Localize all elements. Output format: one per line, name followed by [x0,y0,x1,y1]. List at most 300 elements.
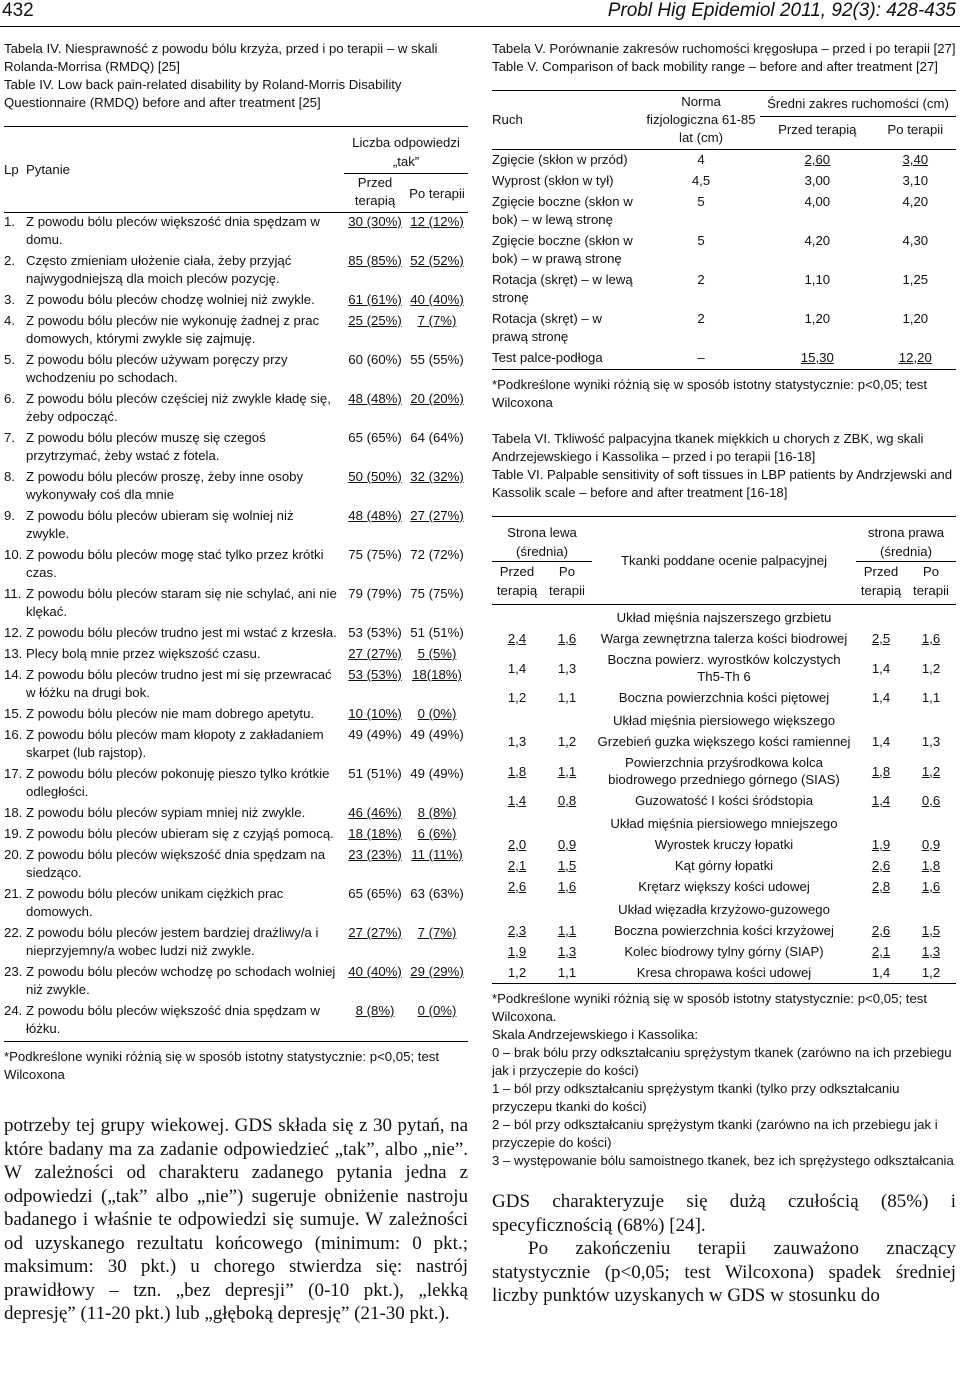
table4-after-value: 40 (40%) [410,292,464,307]
table6-left-before [492,687,542,708]
table-row [492,876,956,897]
table6-right-after [906,752,956,790]
table4-before [344,765,406,804]
table4-question: Z powodu bólu pleców częściej niż zwykle kładę się, żeby odpocząć. [25,391,331,424]
table4 [4,126,468,1042]
table4-after-value: 63 (63%) [410,886,464,901]
table6-left-before-value: 1,4 [507,660,527,676]
table4-after-value: 49 (49%) [410,766,464,781]
table5-after-value: 1,20 [902,311,929,326]
table6-left-before-value: 1,2 [507,965,527,980]
table4-before [344,390,406,429]
table4-lp: 8. [4,469,15,484]
right-column [492,40,956,1308]
table4-lp: 5. [4,352,15,367]
table4-lp: 4. [4,313,15,328]
table4-before-value: 23 (23%) [348,847,402,862]
table6-left-after-value: 1,1 [557,965,577,980]
table5-head-group: Średni zakres ruchomości (cm) [760,91,956,117]
table4-before-value: 25 (25%) [348,313,402,328]
table-row [4,666,468,705]
table4-lp: 6. [4,391,15,406]
table6-left-after-value: 0,9 [557,837,577,852]
table4-head-before: Przed terapią [344,174,406,213]
table4-before-value: 48 (48%) [348,508,402,523]
table4-before [344,252,406,291]
table5-after-value: 3,10 [902,173,929,188]
table6-tissue: Wyrostek kruczy łopatki [654,837,794,852]
table6-head-right: strona prawa (średnia) [856,517,956,562]
table-row [4,624,468,645]
table6-right-before-value: 1,4 [871,690,891,705]
table6-left-before [492,962,542,984]
table5-norma: 2 [697,272,705,287]
table6-right-before [856,941,906,962]
table-row [492,752,956,790]
table6-scale-item: 3 – występowanie bólu samoistnego tkanek, bez ich sprężystego odkształcania [492,1153,954,1168]
table6-tissue: Grzebień guzka większego kości ramiennej [597,734,851,749]
table6-scale-item: 1 – ból przy odkształcaniu sprężystym tkanki (tylko przy odkształcaniu przyczepu tkanki do kości) [492,1081,900,1114]
table6-right-after-value: 1,8 [921,858,941,873]
table4-before-value: 50 (50%) [348,469,402,484]
table6-left-before-value: 1,2 [507,690,527,705]
table4-after [406,252,468,291]
table6-right-after-value: 1,1 [921,690,941,705]
table4-before [344,705,406,726]
table6-right-after [906,920,956,941]
table5-norma: 4,5 [691,173,711,188]
left-column [4,40,468,1326]
table6 [492,516,956,984]
table6-left-before-value: 1,9 [507,944,527,959]
table4-head [4,127,468,213]
table5-before-value: 15,30 [800,350,834,365]
table4-before [344,291,406,312]
table4-question: Z powodu bólu pleców większość dnia spędzam na siedząco. [25,847,326,880]
table6-left-before [492,855,542,876]
table6-right-after [906,790,956,811]
table-row [4,705,468,726]
table4-before [344,213,406,253]
table6-head [492,517,956,605]
table6-right-before [856,920,906,941]
table4-before-value: 49 (49%) [348,727,402,742]
table5-head-after: Po terapii [875,117,956,150]
table4-lp: 18. [4,805,23,820]
table6-section [492,811,956,834]
table4-after [406,804,468,825]
table4-before [344,846,406,885]
table4-question: Z powodu bólu pleców pokonuję pieszo tylko krótkie odległości. [25,766,330,799]
table6-right-after-value: 1,3 [921,944,941,959]
table6-left-after [542,876,592,897]
table6-left-before [492,941,542,962]
body-text-left: potrzeby tej grupy wiekowej. GDS składa się z 30 pytań, na które badany ma za zadanie odpowiedzieć „tak”, albo „nie”. W zależności od charakteru zadanego pytania jedna z odpowiedzi („tak” albo „nie”) sugeruje obniżenie nastroju badanego i właśnie te odpowiedzi się sumuje. W zależności od uzyskanego rezultatu końcowego (minimum: 0 pkt.; maksimum: 30 pkt.) u chorego stwierdza się: nastrój prawidłowy – tzn. „bez depresji” (0-10 pkt.), „lekką depresję” (11-20 pkt.) lub „głęboką depresję” (21-30 pkt.). [4,1115,468,1324]
table4-after [406,825,468,846]
table6-right-before [856,687,906,708]
table4-lp: 22. [4,925,23,940]
table5-before-value: 4,20 [804,233,831,248]
table4-lp: 20. [4,847,23,862]
table4-lp: 10. [4,547,23,562]
table-row [492,231,956,270]
table-row [4,213,468,253]
table4-question: Z powodu bólu pleców staram się nie schylać, ani nie klękać. [25,586,337,619]
table5-norma: 4 [697,152,705,167]
table4-caption-en: Table IV. Low back pain-related disability by Roland-Morris Disability Questionnaire (RMDQ) before and after treatment [25] [4,77,402,110]
table5-ruch: Test palce-podłoga [492,350,603,365]
table6-section [492,605,956,629]
table6-right-after [906,941,956,962]
table4-after [406,963,468,1002]
table6-right-before-value: 1,4 [871,793,891,808]
table5-before [760,150,875,172]
table6-left-after [542,941,592,962]
table4-after-value: 12 (12%) [410,214,464,229]
table-row [492,941,956,962]
table5-before-value: 3,00 [804,173,831,188]
table6-scale-item: 0 – brak bólu przy odkształcaniu sprężystym tkanek (zarówno na ich przebiegu jak i przyczepie do kości) [492,1045,952,1078]
table6-left-before [492,920,542,941]
table4-question: Często zmieniam ułożenie ciała, żeby przyjąć najwygodniejszą dla moich pleców pozycję. [25,253,292,286]
table5-norma: – [697,350,705,365]
table5-before-value: 2,60 [804,152,831,167]
table6-left-before-value: 2,3 [507,923,527,938]
table4-lp: 13. [4,646,23,661]
table6-left-after-value: 1,3 [557,660,577,676]
table5-before-value: 4,00 [804,194,831,209]
table6-left-before-value: 2,6 [507,879,527,894]
table4-before [344,429,406,468]
table6-section-title: Układ mięśnia piersiowego większego [612,713,836,728]
table6-right-before-value: 1,8 [871,763,891,779]
table5-body [492,150,956,370]
table6-left-before-value: 2,0 [507,837,527,852]
table6-caption-en: Table VI. Palpable sensitivity of soft tissues in LBP patients by Andrzjewski and Kassolik scale – before and after treatment [16-18] [492,467,953,500]
table4-before-value: 53 (53%) [348,667,402,682]
table-row [4,507,468,546]
table4-question: Z powodu bólu pleców muszę się czegoś przytrzymać, żeby wstać z fotela. [25,430,266,463]
table6-right-after-value: 1,2 [921,965,941,980]
table6-left-after [542,962,592,984]
table4-before-value: 30 (30%) [348,214,402,229]
table5-caption-en: Table V. Comparison of back mobility range – before and after treatment [27] [492,59,938,74]
table4-before [344,804,406,825]
table6-tissue: Boczna powierzchnia kości krzyżowej [614,923,834,938]
table6-right-after [906,834,956,855]
table5-norma: 2 [697,311,705,326]
table4-after-value: 18(18%) [412,667,462,682]
table6-right-before [856,855,906,876]
table-row [4,1002,468,1042]
table4-before [344,351,406,390]
table6-right-after [906,687,956,708]
table-row [4,963,468,1002]
table4-after-value: 7 (7%) [417,313,457,328]
table4-after-value: 55 (55%) [410,352,464,367]
table4-question: Z powodu bólu pleców używam poręczy przy wchodzeniu po schodach. [25,352,288,385]
table-row [4,585,468,624]
table-row [4,726,468,765]
table6-scale-list [492,1044,956,1170]
table4-question: Plecy bolą mnie przez większość czasu. [25,646,261,661]
table-row [4,645,468,666]
table4-question: Z powodu bólu pleców mam kłopoty z zakładaniem skarpet (lub rajstop). [25,727,324,760]
journal-citation: Probl Hig Epidemiol 2011, 92(3): 428-435 [607,0,956,21]
table4-after [406,291,468,312]
table5-norma: 5 [697,233,705,248]
table5-after [875,348,956,370]
table4-body [4,213,468,1042]
table4-after-value: 8 (8%) [417,805,457,820]
table5-head-ruch: Ruch [492,91,642,150]
table4-after-value: 52 (52%) [410,253,464,268]
table4-before-value: 65 (65%) [348,430,402,445]
table6-right-after [906,649,956,687]
table-row [4,825,468,846]
body-text-right-2: Po zakończeniu terapii zauważono znaczący statystycznie (p<0,05; test Wilcoxona) spadek średniej liczby punktów uzyskanych w GDS w stosunku do [492,1238,956,1306]
table5-norma: 5 [697,194,705,209]
table4-after [406,429,468,468]
table5-head-before: Przed terapią [760,117,875,150]
table4-before-value: 51 (51%) [348,766,402,781]
table6-right-before [856,731,906,752]
table4-after-value: 64 (64%) [410,430,464,445]
table-row [492,962,956,984]
table6-right-before [856,876,906,897]
table4-question: Z powodu bólu pleców nie wykonuję żadnej z prac domowych, którymi zwykle się zajmuję. [25,313,320,346]
table6-tissue: Kresa chropawa kości udowej [636,965,812,980]
table-row [4,429,468,468]
table4-after-value: 32 (32%) [410,469,464,484]
table6-left-after [542,790,592,811]
table5-ruch: Zgięcie boczne (skłon w bok) – w lewą stronę [492,194,633,227]
table6-right-before-value: 1,4 [871,965,891,980]
table6-left-after-value: 1,2 [557,734,577,749]
table6-right-before [856,649,906,687]
table6-right-before-value: 2,1 [871,944,891,959]
table4-after [406,624,468,645]
table6-left-before-value: 2,4 [507,631,527,646]
table6-right-before [856,962,906,984]
table6-left-after [542,649,592,687]
table6-right-before-value: 2,6 [871,858,891,873]
table5-before [760,171,875,192]
table4-lp: 9. [4,508,15,523]
table-row [492,192,956,231]
table4-before-value: 18 (18%) [348,826,402,841]
table5-before-value: 1,20 [804,311,831,326]
table6-right-before [856,628,906,649]
table4-after-value: 11 (11%) [411,847,463,862]
table4-before-value: 27 (27%) [348,646,402,661]
table4-after-value: 20 (20%) [410,391,464,406]
table6-scale-title: Skala Andrzejewskiego i Kassolika: [492,1027,698,1042]
table4-before [344,585,406,624]
table4-question: Z powodu bólu pleców unikam ciężkich prac domowych. [25,886,284,919]
table-row [4,468,468,507]
table-row [492,150,956,172]
table6-left-after [542,687,592,708]
table6-right-before [856,834,906,855]
table6-right-before-value: 2,5 [871,631,891,646]
table4-before-value: 65 (65%) [348,886,402,901]
table6-left-after [542,752,592,790]
table6-right-after-value: 1,2 [921,660,941,676]
table6-section-title: Układ mięśnia najszerszego grzbietu [616,610,832,625]
table4-question: Z powodu bólu pleców proszę, żeby inne osoby wykonywały coś dla mnie [25,469,304,502]
table6-left-before-value: 1,4 [507,793,527,808]
table6-left-before [492,628,542,649]
table-row [4,546,468,585]
table4-before [344,546,406,585]
table-row [492,628,956,649]
table5 [492,90,956,370]
table4-before-value: 61 (61%) [348,292,402,307]
table6-left-after [542,855,592,876]
table6-right-after-value: 1,2 [921,763,941,779]
table4-question: Z powodu bólu pleców jestem bardziej drażliwy/a i nieprzyjemny/a wobec ludzi niż zwykle. [25,925,319,958]
table6-head-right-after: Po terapii [906,562,956,605]
table5-before [760,309,875,348]
table-row [492,270,956,309]
table6-footnote: *Podkreślone wyniki różnią się w sposób istotny statystycznie: p<0,05; test Wilcoxona. [492,991,928,1024]
table4-lp: 21. [4,886,23,901]
table4-after [406,705,468,726]
table4-before-value: 60 (60%) [348,352,402,367]
table6-left-after [542,920,592,941]
table5-after [875,309,956,348]
table6-right-before [856,790,906,811]
table6-left-after-value: 1,1 [557,690,577,705]
table4-head-after: Po terapii [406,174,468,213]
table4-lp: 7. [4,430,15,445]
table4-before [344,645,406,666]
table5-footnote: *Podkreślone wyniki różnią się w sposób istotny statystycznie: p<0,05; test Wilcoxona [492,377,928,410]
table5-ruch: Zgięcie boczne (skłon w bok) – w prawą stronę [492,233,633,266]
table5-before [760,270,875,309]
table4-head-question: Pytanie [26,127,344,213]
table6-left-before-value: 2,1 [507,858,527,873]
table6-left-after-value: 1,1 [557,763,577,779]
table4-after [406,213,468,253]
table6-right-after-value: 1,3 [921,734,941,749]
table4-after [406,885,468,924]
table4-after [406,546,468,585]
table4-after [406,390,468,429]
table-row [492,790,956,811]
table4-lp: 23. [4,964,23,979]
table5-after-value: 4,30 [902,233,929,248]
table4-lp: 14. [4,667,23,682]
table4-question: Z powodu bólu pleców większość dnia spędzam w łóżku. [25,1003,320,1036]
table4-question: Z powodu bólu pleców trudno jest mi wstać z krzesła. [25,625,337,640]
table-row [4,390,468,429]
table6-right-after [906,855,956,876]
table4-before [344,468,406,507]
table6-section-title: Układ więzadła krzyżowo-guzowego [618,902,830,917]
table4-after [406,585,468,624]
table4-lp: 3. [4,292,15,307]
table4-caption-pl: Tabela IV. Niesprawność z powodu bólu krzyża, przed i po terapii – w skali Rolanda-Morrisa (RMDQ) [25] [4,41,438,74]
table4-question: Z powodu bólu pleców trudno jest mi się przewracać w łóżku na drugi bok. [25,667,332,700]
table6-head-left-before: Przed terapią [492,562,542,605]
table6-right-before-value: 1,9 [871,837,891,852]
table5-ruch: Zgięcie (skłon w przód) [492,152,628,167]
table5-after [875,150,956,172]
table4-footnote: *Podkreślone wyniki różnią się w sposób istotny statystycznie: p<0,05; test Wilcoxona [4,1049,440,1082]
table6-right-after-value: 1,5 [921,923,941,938]
table6-left-before [492,752,542,790]
table4-question: Z powodu bólu pleców większość dnia spędzam w domu. [25,214,320,247]
table6-right-after [906,628,956,649]
table-row [492,855,956,876]
table4-lp: 11. [4,586,22,601]
table5-caption-pl: Tabela V. Porównanie zakresów ruchomości kręgosłupa – przed i po terapii [27] [492,41,956,56]
table4-after-value: 75 (75%) [410,586,464,601]
table4-after [406,765,468,804]
table5-before [760,348,875,370]
table5-before-value: 1,10 [804,272,831,287]
table-row [492,348,956,370]
table6-caption-pl: Tabela VI. Tkliwość palpacyjna tkanek miękkich u chorych z ZBK, wg skali Andrzejewskiego i Kassolika – przed i po terapii [16-18] [492,431,924,464]
table6-left-after [542,628,592,649]
table-row [4,846,468,885]
table5-before [760,231,875,270]
table4-before [344,885,406,924]
table4-question: Z powodu bólu pleców sypiam mniej niż zwykle. [25,805,306,820]
table4-head-lp: Lp [4,127,26,213]
table4-before [344,666,406,705]
table4-before-value: 8 (8%) [355,1003,395,1018]
table6-left-before [492,731,542,752]
table5-after [875,270,956,309]
table4-after [406,468,468,507]
table6-right-after [906,876,956,897]
table6-right-before [856,752,906,790]
table6-right-before-value: 2,6 [871,923,891,938]
table-row [4,924,468,963]
body-text-right-1: GDS charakteryzuje się dużą czułością (85%) i specyficznością (68%) [24]. [492,1191,956,1236]
table4-question: Z powodu bólu pleców wchodzę po schodach wolniej niż zwykle. [25,964,336,997]
table6-head-left: Strona lewa (średnia) [492,517,592,562]
table6-left-after-value: 1,6 [557,879,577,894]
table4-before-value: 53 (53%) [348,625,402,640]
table5-ruch: Rotacja (skręt) – w lewą stronę [492,272,633,305]
table5-after-value: 1,25 [902,272,929,287]
table-row [492,649,956,687]
table6-left-before [492,876,542,897]
table6-right-before-value: 1,4 [871,660,891,676]
page-number: 432 [2,0,34,21]
table4-question: Z powodu bólu pleców chodzę wolniej niż zwykle. [25,292,315,307]
table6-left-before-value: 1,8 [507,763,527,779]
table4-before-value: 75 (75%) [348,547,402,562]
table6-tissue: Krętarz większy kości udowej [638,879,810,894]
table6-right-after [906,731,956,752]
table4-after [406,1002,468,1042]
table4-lp: 2. [4,253,15,268]
table6-tissue: Powierzchnia przyśrodkowa kolca biodrowego przedniego górnego (SIAS) [608,755,840,787]
table-row [492,920,956,941]
table6-head-tissue: Tkanki poddane ocenie palpacyjnej [592,517,856,605]
table6-left-after-value: 1,3 [557,944,577,959]
table6-section [492,897,956,920]
table4-head-group [344,127,468,174]
table-row [4,804,468,825]
table4-before-value: 40 (40%) [348,964,402,979]
table4-before-value: 85 (85%) [348,253,402,268]
